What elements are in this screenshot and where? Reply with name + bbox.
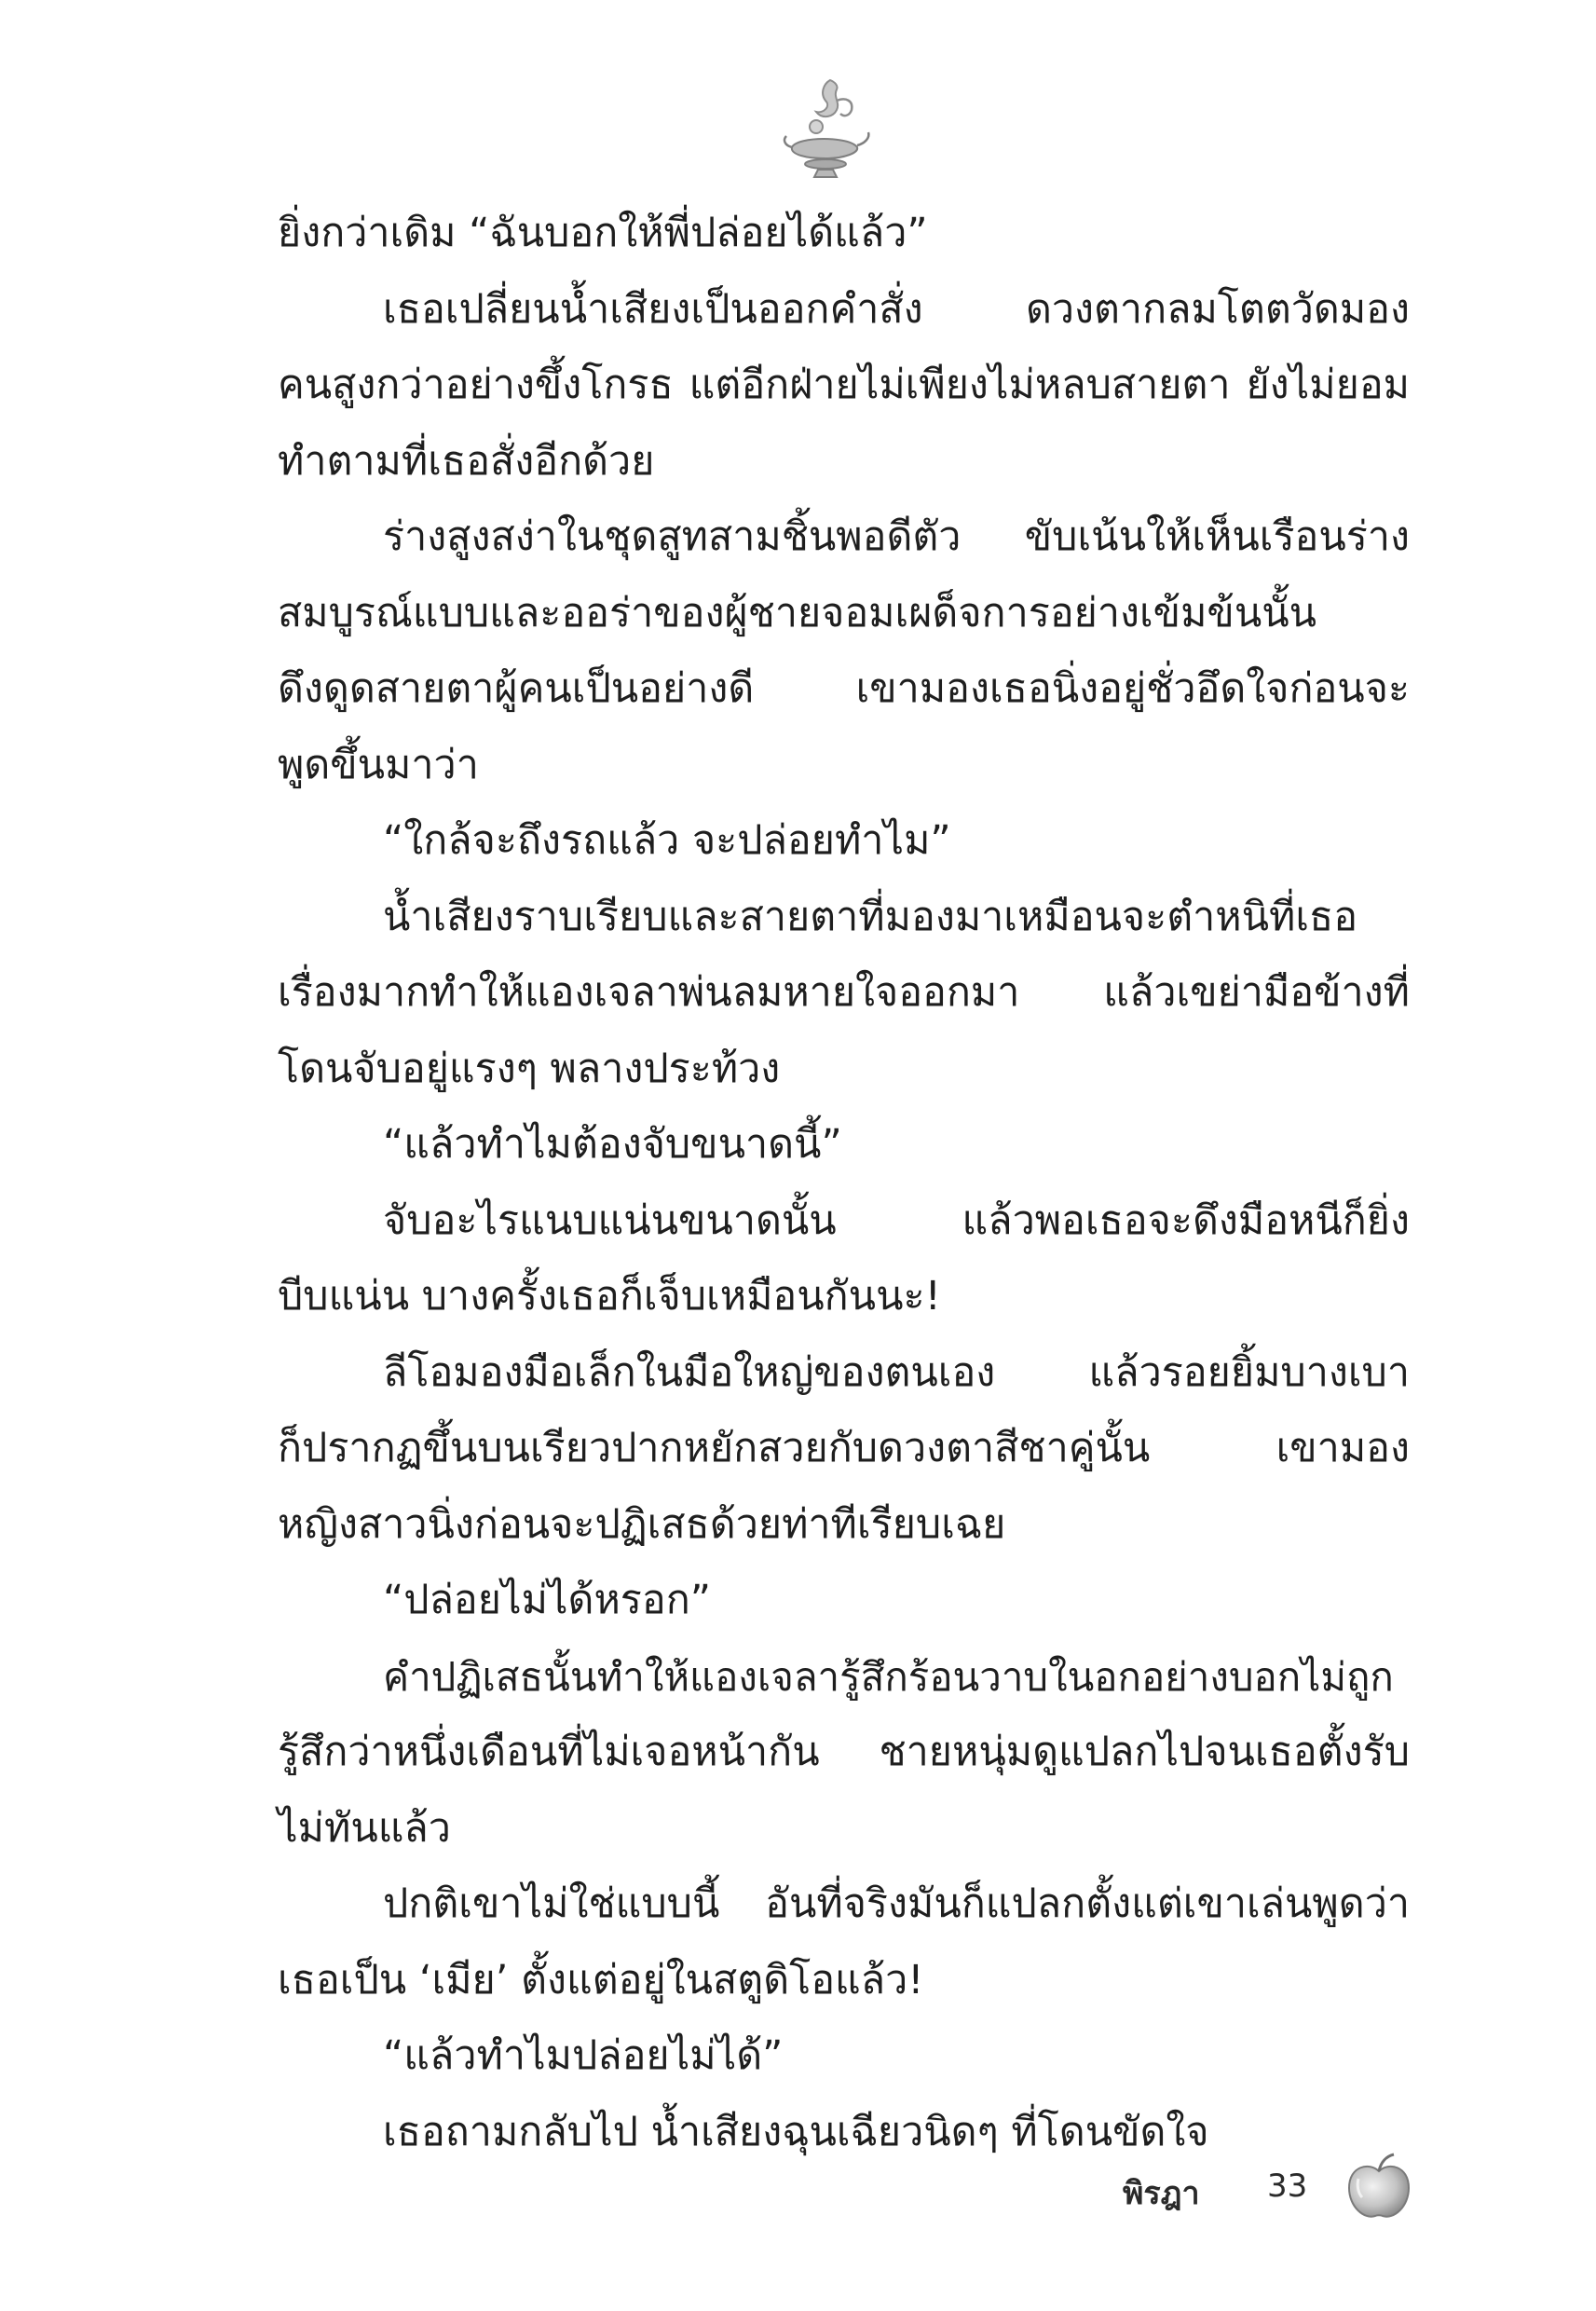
text-line: “แล้วทำไมต้องจับขนาดนี้” [383,1121,842,1168]
text-line: ไม่ทันแล้ว [278,1804,451,1852]
text-line: ก็ปรากฏขึ้นบนเรียวปากหยักสวยกับดวงตาสีชาคู่นั้น เขามอง [278,1425,1410,1471]
text-line: คำปฏิเสธนั้นทำให้แองเจลารู้สึกร้อนวาบในอกอย่างบอกไม่ถูก [383,1653,1394,1700]
text-line: เรื่องมากทำให้แองเจลาพ่นลมหายใจออกมา แล้วเขย่ามือข้างที่ [278,969,1410,1016]
body-text [278,196,1410,2170]
text-line: ลีโอมองมือเล็กในมือใหญ่ของตนเอง แล้วรอยยิ้มบางเบา [383,1348,1410,1396]
text-line: หญิงสาวนิ่งก่อนจะปฏิเสธด้วยท่าทีเรียบเฉย [278,1500,1006,1548]
text-line: เธอเป็น ‘เมีย’ ตั้งแต่อยู่ในสตูดิโอแล้ว! [278,1956,924,2003]
text-line: ยิ่งกว่าเดิม “ฉันบอกให้พี่ปล่อยได้แล้ว” [278,210,928,256]
text-line: “แล้วทำไมปล่อยไม่ได้” [383,2032,784,2079]
text-line: “ใกล้จะถึงรถแล้ว จะปล่อยทำไม” [383,817,951,864]
text-line: สมบูรณ์แบบและออร่าของผู้ชายจอมเผด็จการอย่างเข้มข้นนั้น [278,589,1316,636]
text-line: ทำตามที่เธอสั่งอีกด้วย [278,437,655,485]
text-line: ร่างสูงสง่าในชุดสูทสามชิ้นพอดีตัว ขับเน้นให้เห็นเรือนร่าง [383,513,1410,560]
text-line: ปกติเขาไม่ใช่แบบนี้ อันที่จริงมันก็แปลกตั้งแต่เขาเล่นพูดว่า [383,1880,1410,1927]
author-name: พิรฎา [1123,2175,1200,2212]
text-line: คนสูงกว่าอย่างขึ้งโกรธ แต่อีกฝ่ายไม่เพียงไม่หลบสายตา ยังไม่ยอม [278,362,1410,408]
page-number: 33 [1267,2167,1308,2205]
text-line: “ปล่อยไม่ได้หรอก” [383,1577,712,1623]
apple-icon [1342,2151,1416,2225]
text-line: เธอเปลี่ยนน้ำเสียงเป็นออกคำสั่ง ดวงตากลมโตตวัดมอง [383,285,1410,333]
text-line: ดึงดูดสายตาผู้คนเป็นอย่างดี เขามองเธอนิ่งอยู่ชั่วอึดใจก่อนจะ [278,665,1410,712]
text-line: บีบแน่น บางครั้งเธอก็เจ็บเหมือนกันนะ! [278,1273,941,1320]
text-line: พูดขึ้นมาว่า [278,741,479,788]
text-line: โดนจับอยู่แรงๆ พลางประท้วง [278,1045,781,1092]
text-line: น้ำเสียงราบเรียบและสายตาที่มองมาเหมือนจะตำหนิที่เธอ [383,893,1358,940]
text-line: จับอะไรแนบแน่นขนาดนั้น แล้วพอเธอจะดึงมือหนีก็ยิ่ง [383,1197,1410,1244]
text-line: เธอถามกลับไป น้ำเสียงฉุนเฉียวนิดๆ ที่โดนขัดใจ [383,2108,1209,2155]
genie-lamp-icon [779,73,872,185]
page-footer [0,2151,1596,2235]
text-line: รู้สึกว่าหนึ่งเดือนที่ไม่เจอหน้ากัน ชายหนุ่มดูแปลกไปจนเธอตั้งรับ [278,1729,1410,1775]
